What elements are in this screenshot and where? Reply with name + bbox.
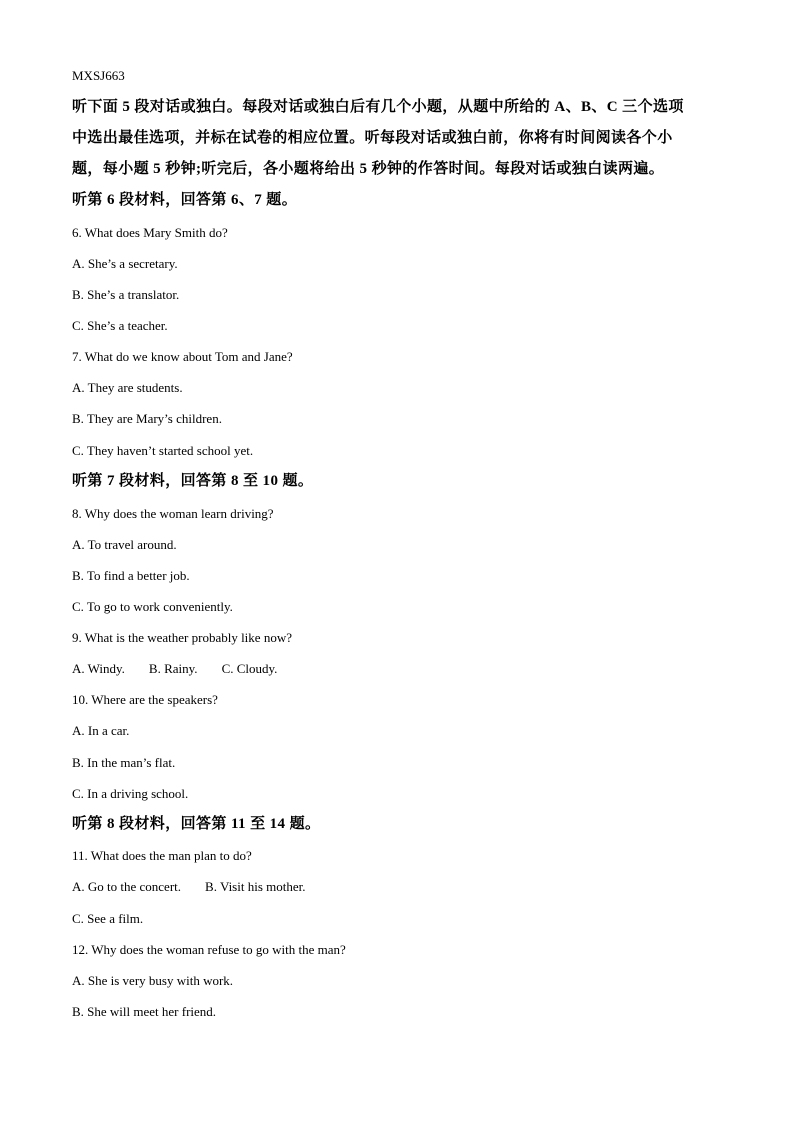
question-10-option-c: C. In a driving school. [72,786,189,801]
question-7-option-c: C. They haven’t started school yet. [72,443,254,458]
question-10-option-b: B. In the man’s flat. [72,755,176,770]
question-11-option-b: B. Visit his mother. [205,879,306,894]
question-11-stem: 11. What does the man plan to do? [72,848,252,863]
instruction-line-3: 题，每小题 5 秒钟;听完后，各小题将给出 5 秒钟的作答时间。每段对话或独白读两遍。 [72,161,665,177]
question-9-option-c: C. Cloudy. [221,661,278,676]
question-7-stem: 7. What do we know about Tom and Jane? [72,349,293,364]
question-9-stem: 9. What is the weather probably like now? [72,630,292,645]
question-10-option-a: A. In a car. [72,723,130,738]
question-6-option-a: A. She’s a secretary. [72,256,178,271]
question-12-stem: 12. Why does the woman refuse to go with the man? [72,942,346,957]
question-8-option-c: C. To go to work conveniently. [72,599,233,614]
question-7-option-b: B. They are Mary’s children. [72,411,222,426]
question-11-options-ab [72,879,330,895]
question-9-options [72,661,301,677]
instruction-line-1: 听下面 5 段对话或独白。每段对话或独白后有几个小题，从题中所给的 A、B、C 三个选项 [72,99,684,115]
question-8-option-b: B. To find a better job. [72,568,190,583]
question-9-option-b: B. Rainy. [148,661,198,676]
question-9-option-a: A. Windy. [72,661,125,676]
question-7-option-a: A. They are students. [72,380,183,395]
question-11-option-c: C. See a film. [72,911,144,926]
section-heading-7: 听第 7 段材料，回答第 8 至 10 题。 [72,473,314,489]
question-10-stem: 10. Where are the speakers? [72,692,218,707]
question-12-option-b: B. She will meet her friend. [72,1004,217,1019]
instruction-line-2: 中选出最佳选项，并标在试卷的相应位置。听每段对话或独白前，你将有时间阅读各个小 [72,130,673,146]
document-code: MXSJ663 [72,68,125,83]
section-heading-8: 听第 8 段材料，回答第 11 至 14 题。 [72,816,321,832]
question-6-option-c: C. She’s a teacher. [72,318,168,333]
question-8-option-a: A. To travel around. [72,537,177,552]
question-12-option-a: A. She is very busy with work. [72,973,234,988]
question-6-stem: 6. What does Mary Smith do? [72,225,228,240]
question-8-stem: 8. Why does the woman learn driving? [72,506,274,521]
question-11-option-a: A. Go to the concert. [72,879,182,894]
section-heading-6: 听第 6 段材料，回答第 6、7 题。 [72,192,298,208]
question-6-option-b: B. She’s a translator. [72,287,180,302]
